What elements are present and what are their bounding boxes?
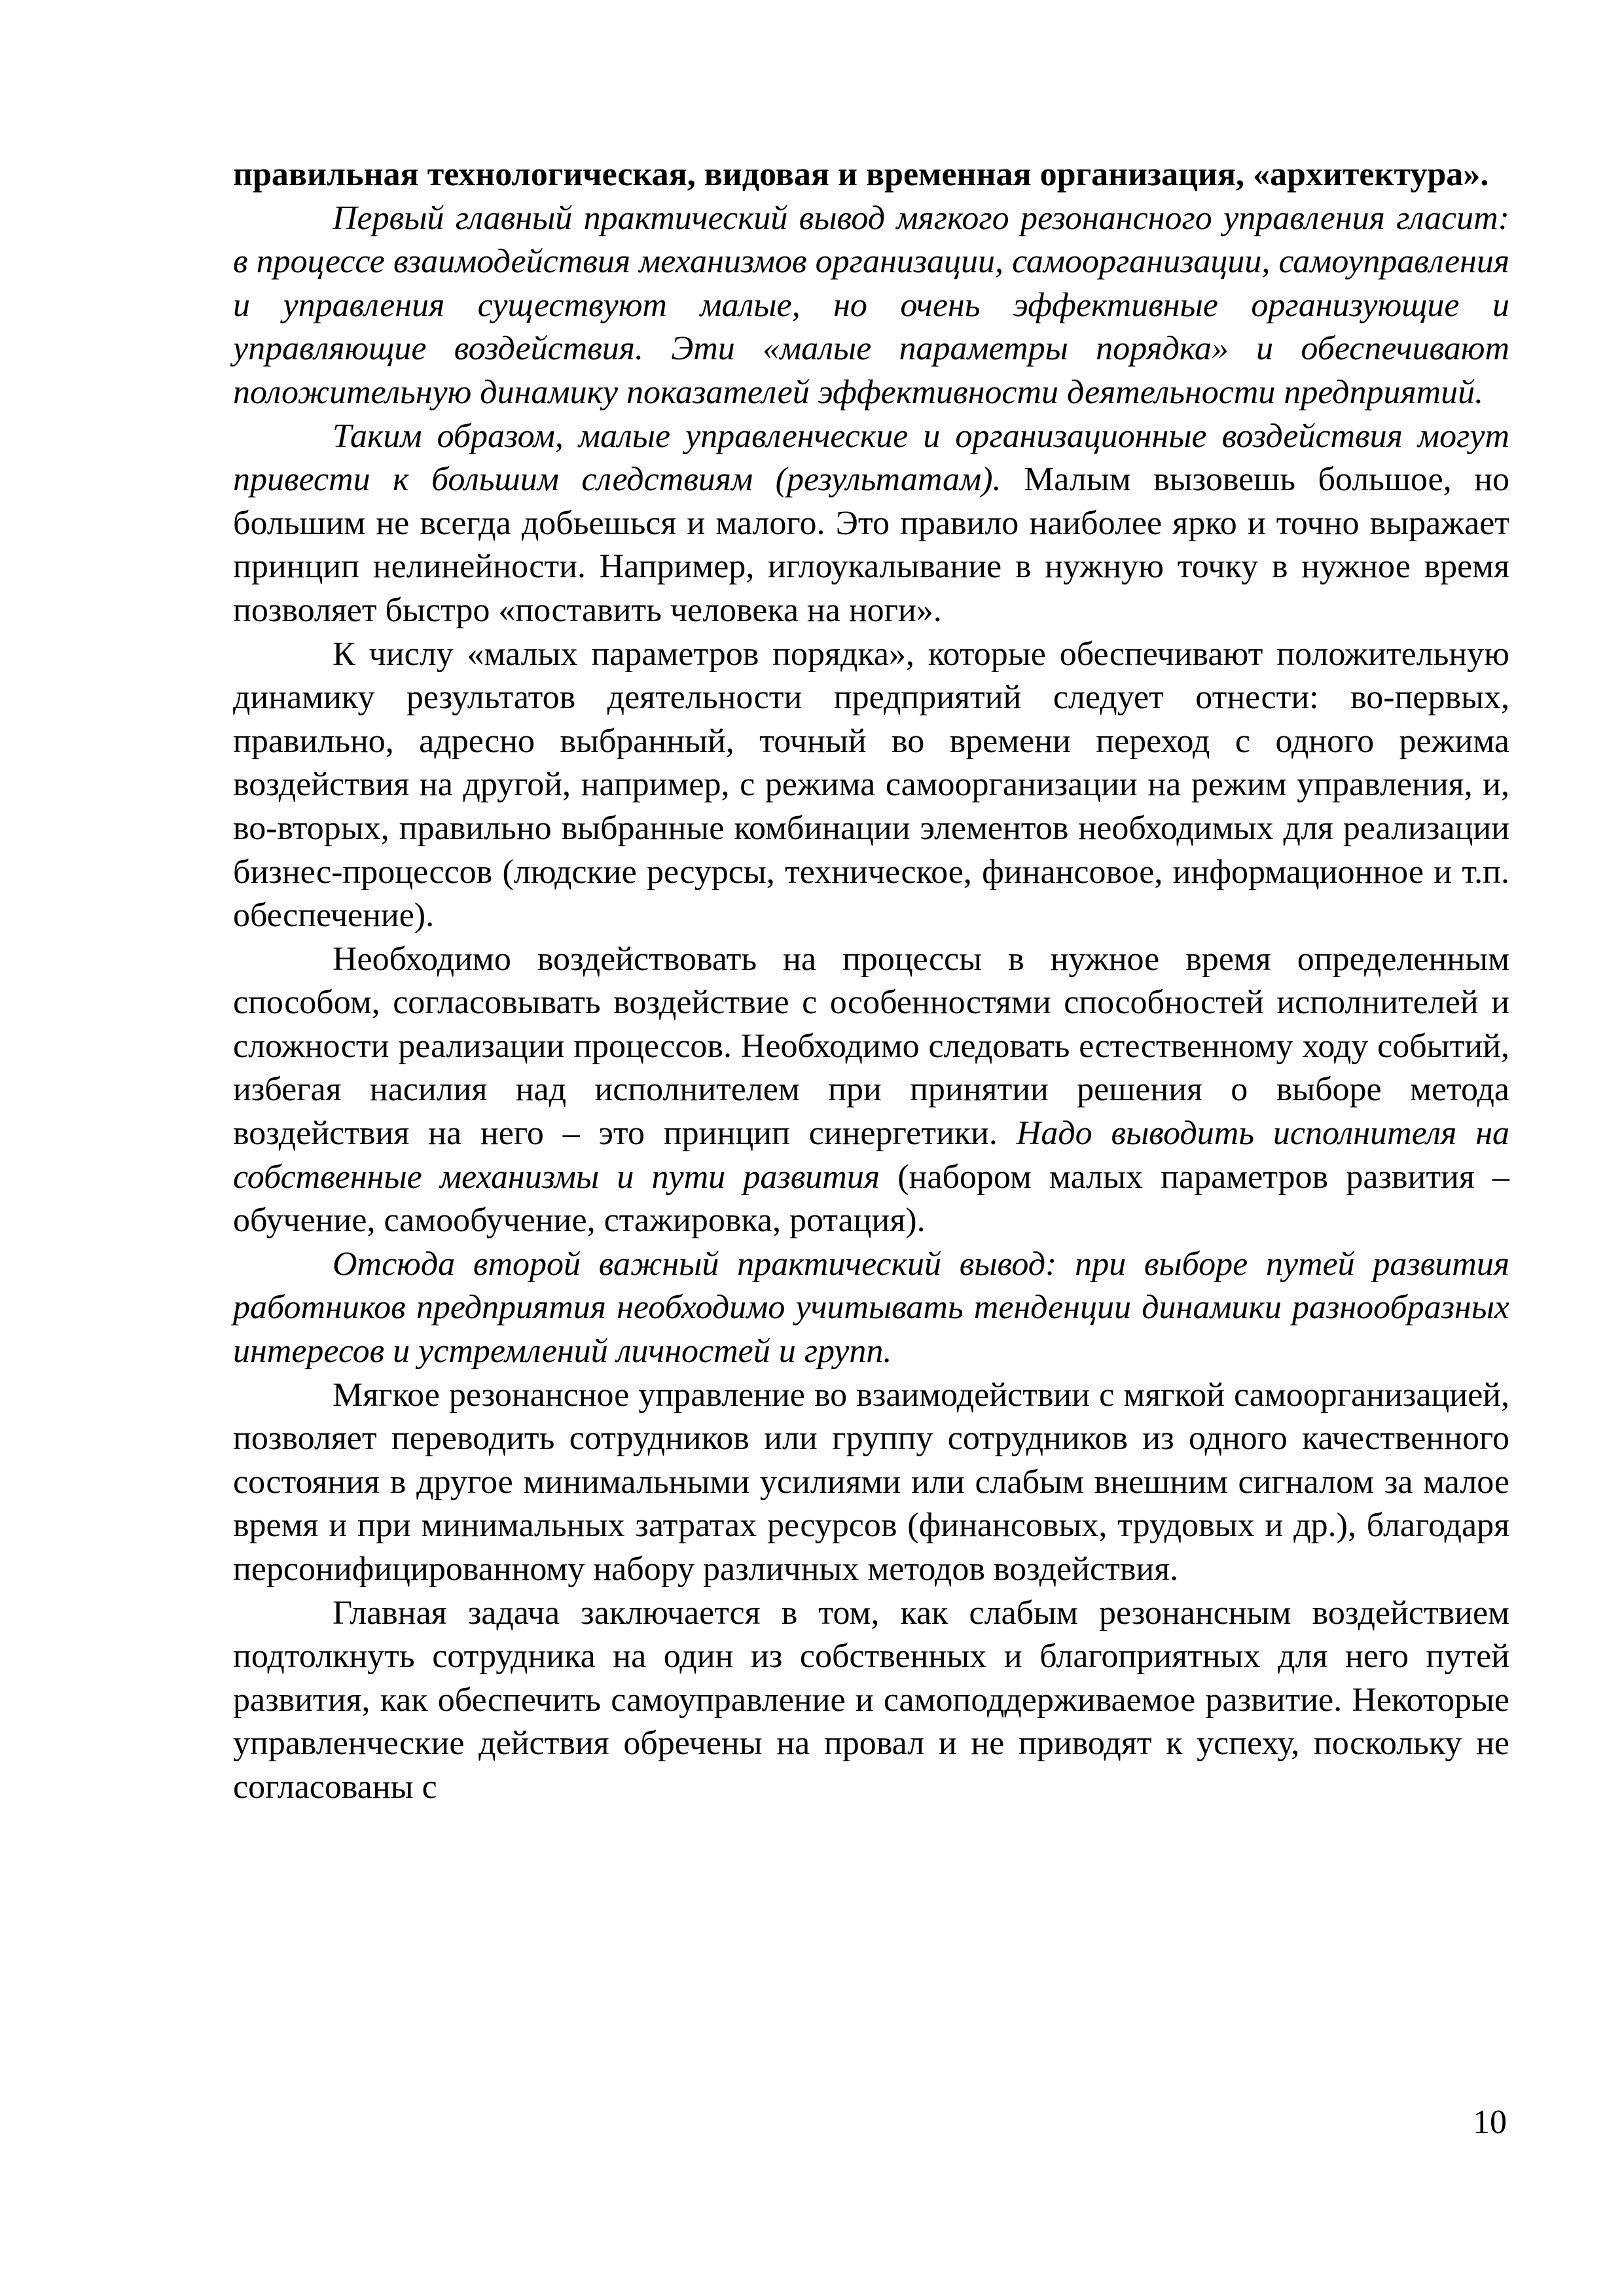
text-run: Надо выводить исполнителя на собственные механизмы и пути развития	[233, 1115, 1509, 1196]
text-run: К числу «малых параметров порядка», которые обеспечивают положительную динамику результатов деятельности предприятий следует отнести: во-первых, правильно, адресно выбранный, точный во времени переход с одного режима воздействия на другой, например, с режима самоорганизации на режим управления, и, во-вторых, правильно выбранные комбинации элементов необходимых для реализации бизнес-процессов (людские ресурсы, техническое, финансовое, информационное и т.п. обеспечение).	[233, 635, 1509, 935]
paragraph-4	[233, 633, 1509, 938]
text-run: Отсюда второй важный практический вывод: при выборе путей развития работников предприятия необходимо учитывать тенденции динамики разнообразных интересов и устремлений личностей и групп.	[233, 1245, 1509, 1371]
text-run: Мягкое резонансное управление во взаимодействии с мягкой самоорганизацией, позволяет переводить сотрудников или группу сотрудников из одного качественного состояния в другое минимальными усилиями или слабым внешним сигналом за малое время и при минимальных затратах ресурсов (финансовых, трудовых и др.), благодаря персонифицированному набору различных методов воздействия.	[233, 1376, 1509, 1588]
text-run: Первый главный практический вывод мягкого резонансного управления гласит: в процессе взаимодействия механизмов организации, самоорганизации, самоуправления и управления существуют малые, но очень эффективные организующие и управляющие воздействия. Эти «малые параметры порядка» и обеспечивают положительную динамику показателей эффективности деятельности предприятий.	[233, 199, 1509, 411]
paragraph-3	[233, 415, 1509, 633]
text-run: (набором малых параметров развития – обучение, самообучение, стажировка, ротация).	[233, 1158, 1510, 1240]
paragraph-7	[233, 1374, 1509, 1592]
document-page	[233, 153, 1509, 1810]
paragraph-2	[233, 197, 1509, 415]
paragraph-5	[233, 938, 1509, 1243]
paragraph-6	[233, 1243, 1509, 1374]
text-run: правильная технологическая, видовая и временная организация, «архитектура».	[233, 156, 1489, 193]
text-run: Таким образом, малые управленческие и организационные воздействия могут привести к большим следствиям (результатам).	[233, 417, 1509, 499]
text-run: Малым вызовешь большое, но большим не всегда добьешься и малого. Это правило наиболее ярко и точно выражает принцип нелинейности. Например, иглоукалывание в нужную точку в нужное время позволяет быстро «поставить человека на ноги».	[233, 461, 1509, 629]
paragraph-8	[233, 1592, 1509, 1810]
page-number: 10	[1473, 2104, 1507, 2141]
text-run: Необходимо воздействовать на процессы в нужное время определенным способом, согласовывать воздействие с особенностями способностей исполнителей и сложности реализации процессов. Необходимо следовать естественному ходу событий, избегая насилия над исполнителем при принятии решения о выборе метода воздействия на него – это принцип синергетики.	[233, 940, 1509, 1153]
paragraph-1	[233, 153, 1509, 197]
text-run: Главная задача заключается в том, как слабым резонансным воздействием подтолкнуть сотрудника на один из собственных и благоприятных для него путей развития, как обеспечить самоуправление и самоподдерживаемое развитие. Некоторые управленческие действия обречены на провал и не приводят к успеху, поскольку не согласованы с	[233, 1594, 1509, 1806]
